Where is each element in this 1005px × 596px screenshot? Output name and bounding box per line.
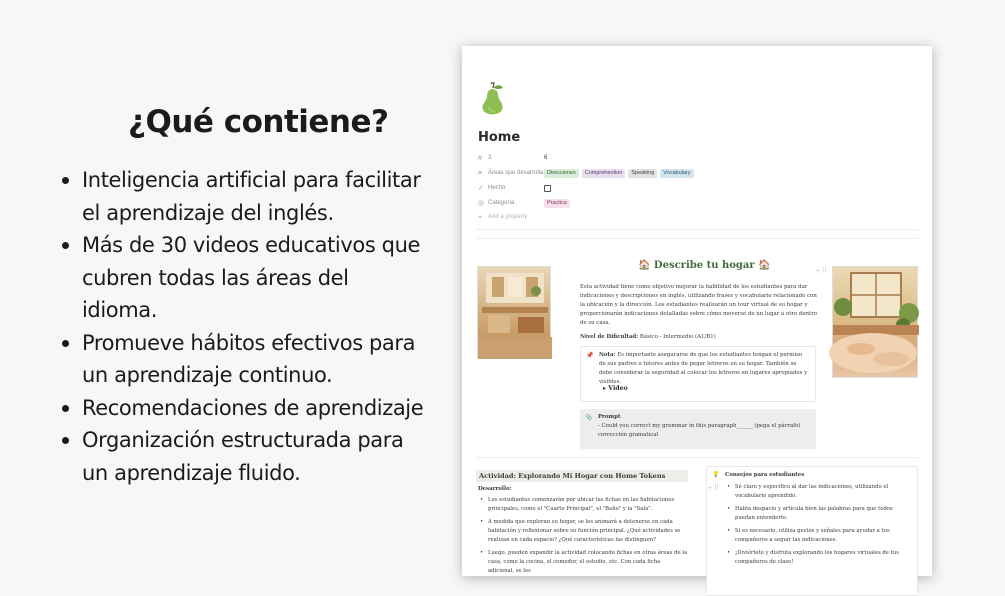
room-illustration-left bbox=[477, 266, 551, 358]
property-label: Hecho bbox=[488, 185, 506, 191]
property-label: 3 bbox=[488, 155, 492, 161]
list-item[interactable]: • Habla despacio y articula bien las palabras para que todos puedan entenderte. bbox=[735, 505, 911, 523]
property-label: Áreas que desarrolla bbox=[488, 170, 544, 176]
list-item[interactable]: • Sé claro y específico al dar las indicaciones, utilizando el vocabulario aprendido. bbox=[735, 483, 911, 501]
prompt-title: Prompt bbox=[598, 414, 621, 420]
pear-icon[interactable] bbox=[478, 82, 508, 116]
note-label: Nota: bbox=[599, 352, 616, 358]
list-item[interactable]: • Luego, pueden expandir la actividad colocando fichas en otras áreas de la casa, como la cocina, el comedor, el estudio, etc. Con cada ficha adicional, se les bbox=[488, 549, 688, 576]
multiselect-value[interactable] bbox=[544, 167, 694, 179]
number-value: 6 bbox=[544, 155, 548, 161]
add-property-label: Add a property bbox=[488, 214, 528, 220]
target-icon: ◎ bbox=[478, 200, 485, 207]
drag-handle-icon[interactable]: + ⠿ bbox=[708, 485, 720, 492]
drag-handle-icon[interactable]: + ⠿ bbox=[816, 268, 828, 275]
note-text bbox=[599, 351, 809, 387]
feature-item: Más de 30 videos educativos que cubren todas las áreas del idioma. bbox=[58, 229, 428, 327]
property-done[interactable] bbox=[478, 182, 505, 194]
feature-item: Recomendaciones de aprendizaje bbox=[58, 392, 428, 425]
divider bbox=[476, 457, 918, 458]
tag: Practica bbox=[544, 199, 570, 208]
video-toggle-label: Video bbox=[608, 385, 628, 392]
note-body: Es importante asegurarse de que los estudiantes tengan el permiso de sus padres o tutores antes de pegar letreros en su hogar. También se debe considerar la seguridad al colocar los letreros en lugares apropiados y visibles. bbox=[599, 352, 808, 385]
property-category[interactable] bbox=[478, 197, 567, 209]
done-checkbox[interactable] bbox=[544, 185, 551, 192]
checkbox-value[interactable] bbox=[544, 182, 551, 194]
tips-callout[interactable] bbox=[706, 466, 918, 596]
note-callout[interactable] bbox=[580, 346, 816, 402]
property-number[interactable] bbox=[478, 152, 548, 164]
property-areas[interactable] bbox=[478, 167, 691, 179]
hash-icon: # bbox=[478, 154, 482, 162]
tag: Comprehention bbox=[582, 169, 626, 178]
list-item[interactable]: • A medida que exploran su hogar, se les animará a detenerse en cada habitación y reflexionar sobre su función principal. ¿Qué actividades se realizan en cada espacio? ¿Qué características las distinguen? bbox=[488, 518, 688, 545]
prompt-line: corrección gramatical bbox=[598, 432, 659, 438]
divider bbox=[476, 238, 918, 239]
page-title[interactable]: Home bbox=[478, 130, 521, 145]
activity-subtitle[interactable]: Desarrollo: bbox=[478, 486, 512, 492]
activity-heading[interactable]: Actividad: Explorando Mi Hogar con Home Tokens bbox=[476, 470, 688, 482]
prompt-text bbox=[598, 413, 810, 440]
prompt-line: - Could you correct my grammar in this paragraph______ (pega el párrafo) bbox=[598, 423, 801, 429]
list-item[interactable]: • Si es necesario, utiliza gestos y señales para ayudar a tus compañeros a seguir las indicaciones. bbox=[735, 527, 911, 545]
slide-heading: ¿Qué contiene? bbox=[128, 104, 389, 140]
property-value[interactable] bbox=[544, 152, 547, 164]
tag: Speaking bbox=[628, 169, 657, 178]
check-icon: ✓ bbox=[478, 185, 484, 192]
plus-icon: + bbox=[478, 213, 483, 221]
list-icon: ≡ bbox=[478, 169, 483, 177]
description-paragraph[interactable]: Esta actividad tiene como objetivo mejorar la habilidad de los estudiantes para dar indicaciones y descripciones en inglés, utilizando frases y vocabulario relacionado con la ubicación y la dirección. Los estudiantes realizarán un tour virtual de su hogar y proporcionarán indicaciones detalladas sobre cómo moverse de un lugar a otro dentro de su casa. bbox=[580, 284, 818, 326]
triangle-right-icon[interactable]: ▸ bbox=[603, 385, 609, 392]
level-value: Básico - Intermedio (A1/B1) bbox=[639, 334, 716, 340]
tips-title: Consejos para estudiantes bbox=[725, 472, 805, 478]
video-toggle[interactable] bbox=[603, 385, 628, 392]
list-item[interactable]: • ¡Diviértete y disfruta explorando los hogares virtuales de tus compañeros de clase! bbox=[735, 549, 911, 567]
tag: Direcciones bbox=[544, 169, 579, 178]
pin-icon: 📌 bbox=[586, 353, 594, 359]
tag: Vocabulary bbox=[660, 169, 693, 178]
list-item[interactable]: • Los estudiantes comenzarán por ubicar las fichas en las habitaciones principales, como el "Cuarto Principal", el "Baño" y la "Sala". bbox=[488, 496, 688, 514]
property-label: Categoría bbox=[488, 200, 515, 206]
section-title[interactable]: 🏠 Describe tu hogar 🏠 bbox=[638, 260, 771, 271]
feature-list bbox=[58, 164, 428, 489]
feature-item: Promueve hábitos efectivos para un aprendizaje continuo. bbox=[58, 327, 428, 392]
paperclip-icon: 📎 bbox=[585, 415, 593, 421]
feature-item: Inteligencia artificial para facilitar el aprendizaje del inglés. bbox=[58, 164, 428, 229]
select-value[interactable] bbox=[544, 197, 570, 209]
prompt-callout[interactable] bbox=[580, 409, 816, 449]
add-property-button[interactable] bbox=[478, 211, 527, 223]
level-line[interactable] bbox=[580, 333, 822, 342]
room-illustration-right bbox=[832, 266, 918, 378]
divider bbox=[476, 229, 918, 230]
lightbulb-icon: 💡 bbox=[712, 472, 720, 478]
notion-page-preview bbox=[462, 46, 932, 576]
feature-item: Organización estructurada para un aprendizaje fluido. bbox=[58, 424, 428, 489]
level-label: Nivel de Dificultad: bbox=[580, 334, 639, 340]
